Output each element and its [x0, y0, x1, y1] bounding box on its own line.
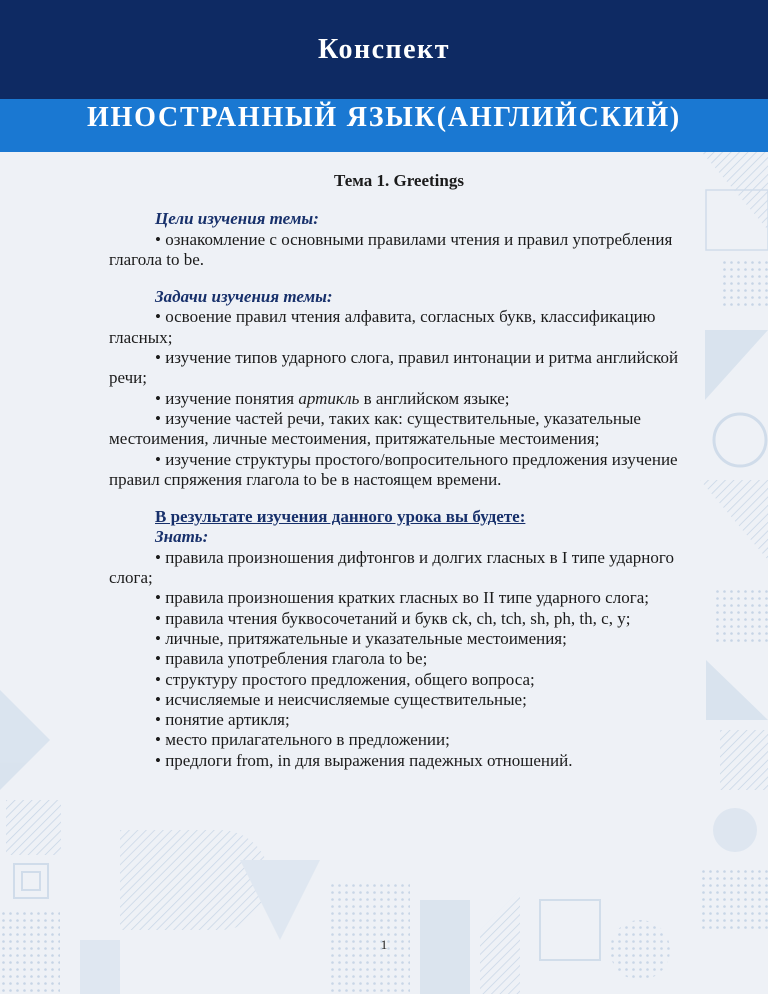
document-title: Конспект [318, 34, 450, 65]
list-item: • изучение типов ударного слога, правил интонации и ритма английской речи; [109, 348, 689, 389]
tasks-heading: Задачи изучения темы: [155, 287, 333, 307]
goals-list [109, 230, 689, 271]
list-item: • правила чтения буквосочетаний и букв ck, ch, tch, sh, ph, th, c, y; [109, 609, 689, 629]
page-number: 1 [380, 937, 388, 952]
list-item: • предлоги from, in для выражения падежных отношений. [109, 751, 689, 771]
list-item: • правила произношения дифтонгов и долгих гласных в I типе ударного слога; [109, 548, 689, 589]
list-item: • исчисляемые и неисчисляемые существительные; [109, 690, 689, 710]
list-item-text: изучение понятия [165, 388, 299, 408]
list-item: • правила произношения кратких гласных во II типе ударного слога; [109, 588, 689, 608]
list-item: • понятие артикля; [109, 710, 689, 730]
document-body [109, 171, 689, 771]
goals-heading: Цели изучения темы: [155, 209, 319, 229]
list-item: • изучение частей речи, таких как: существительные, указательные местоимения, личные местоимения, притяжательные местоимения; [109, 409, 689, 450]
emphasized-term: артикль [298, 388, 360, 408]
topic-title: Тема 1. Greetings [334, 171, 464, 190]
header-title-bar [0, 0, 768, 99]
list-item: • место прилагательного в предложении; [109, 730, 689, 750]
list-item: • ознакомление с основными правилами чтения и правил употребления глагола to be. [109, 230, 689, 271]
list-item: • личные, притяжательные и указательные местоимения; [109, 629, 689, 649]
list-item: • освоение правил чтения алфавита, согласных букв, классификацию гласных; [109, 307, 689, 348]
know-list [109, 548, 689, 771]
list-item: • правила употребления глагола to be; [109, 649, 689, 669]
list-item [109, 389, 689, 409]
know-heading: Знать: [155, 527, 209, 547]
tasks-list [109, 307, 689, 490]
list-item: • структуру простого предложения, общего вопроса; [109, 670, 689, 690]
results-heading: В результате изучения данного урока вы будете: [155, 507, 526, 527]
subject-title: ИНОСТРАННЫЙ ЯЗЫК(АНГЛИЙСКИЙ) [86, 102, 682, 133]
list-item: • изучение структуры простого/вопросительного предложения изучение правил спряжения глагола to be в настоящем времени. [109, 450, 689, 491]
header-subject-bar [0, 99, 768, 152]
list-item-text: в английском языке; [359, 388, 510, 408]
